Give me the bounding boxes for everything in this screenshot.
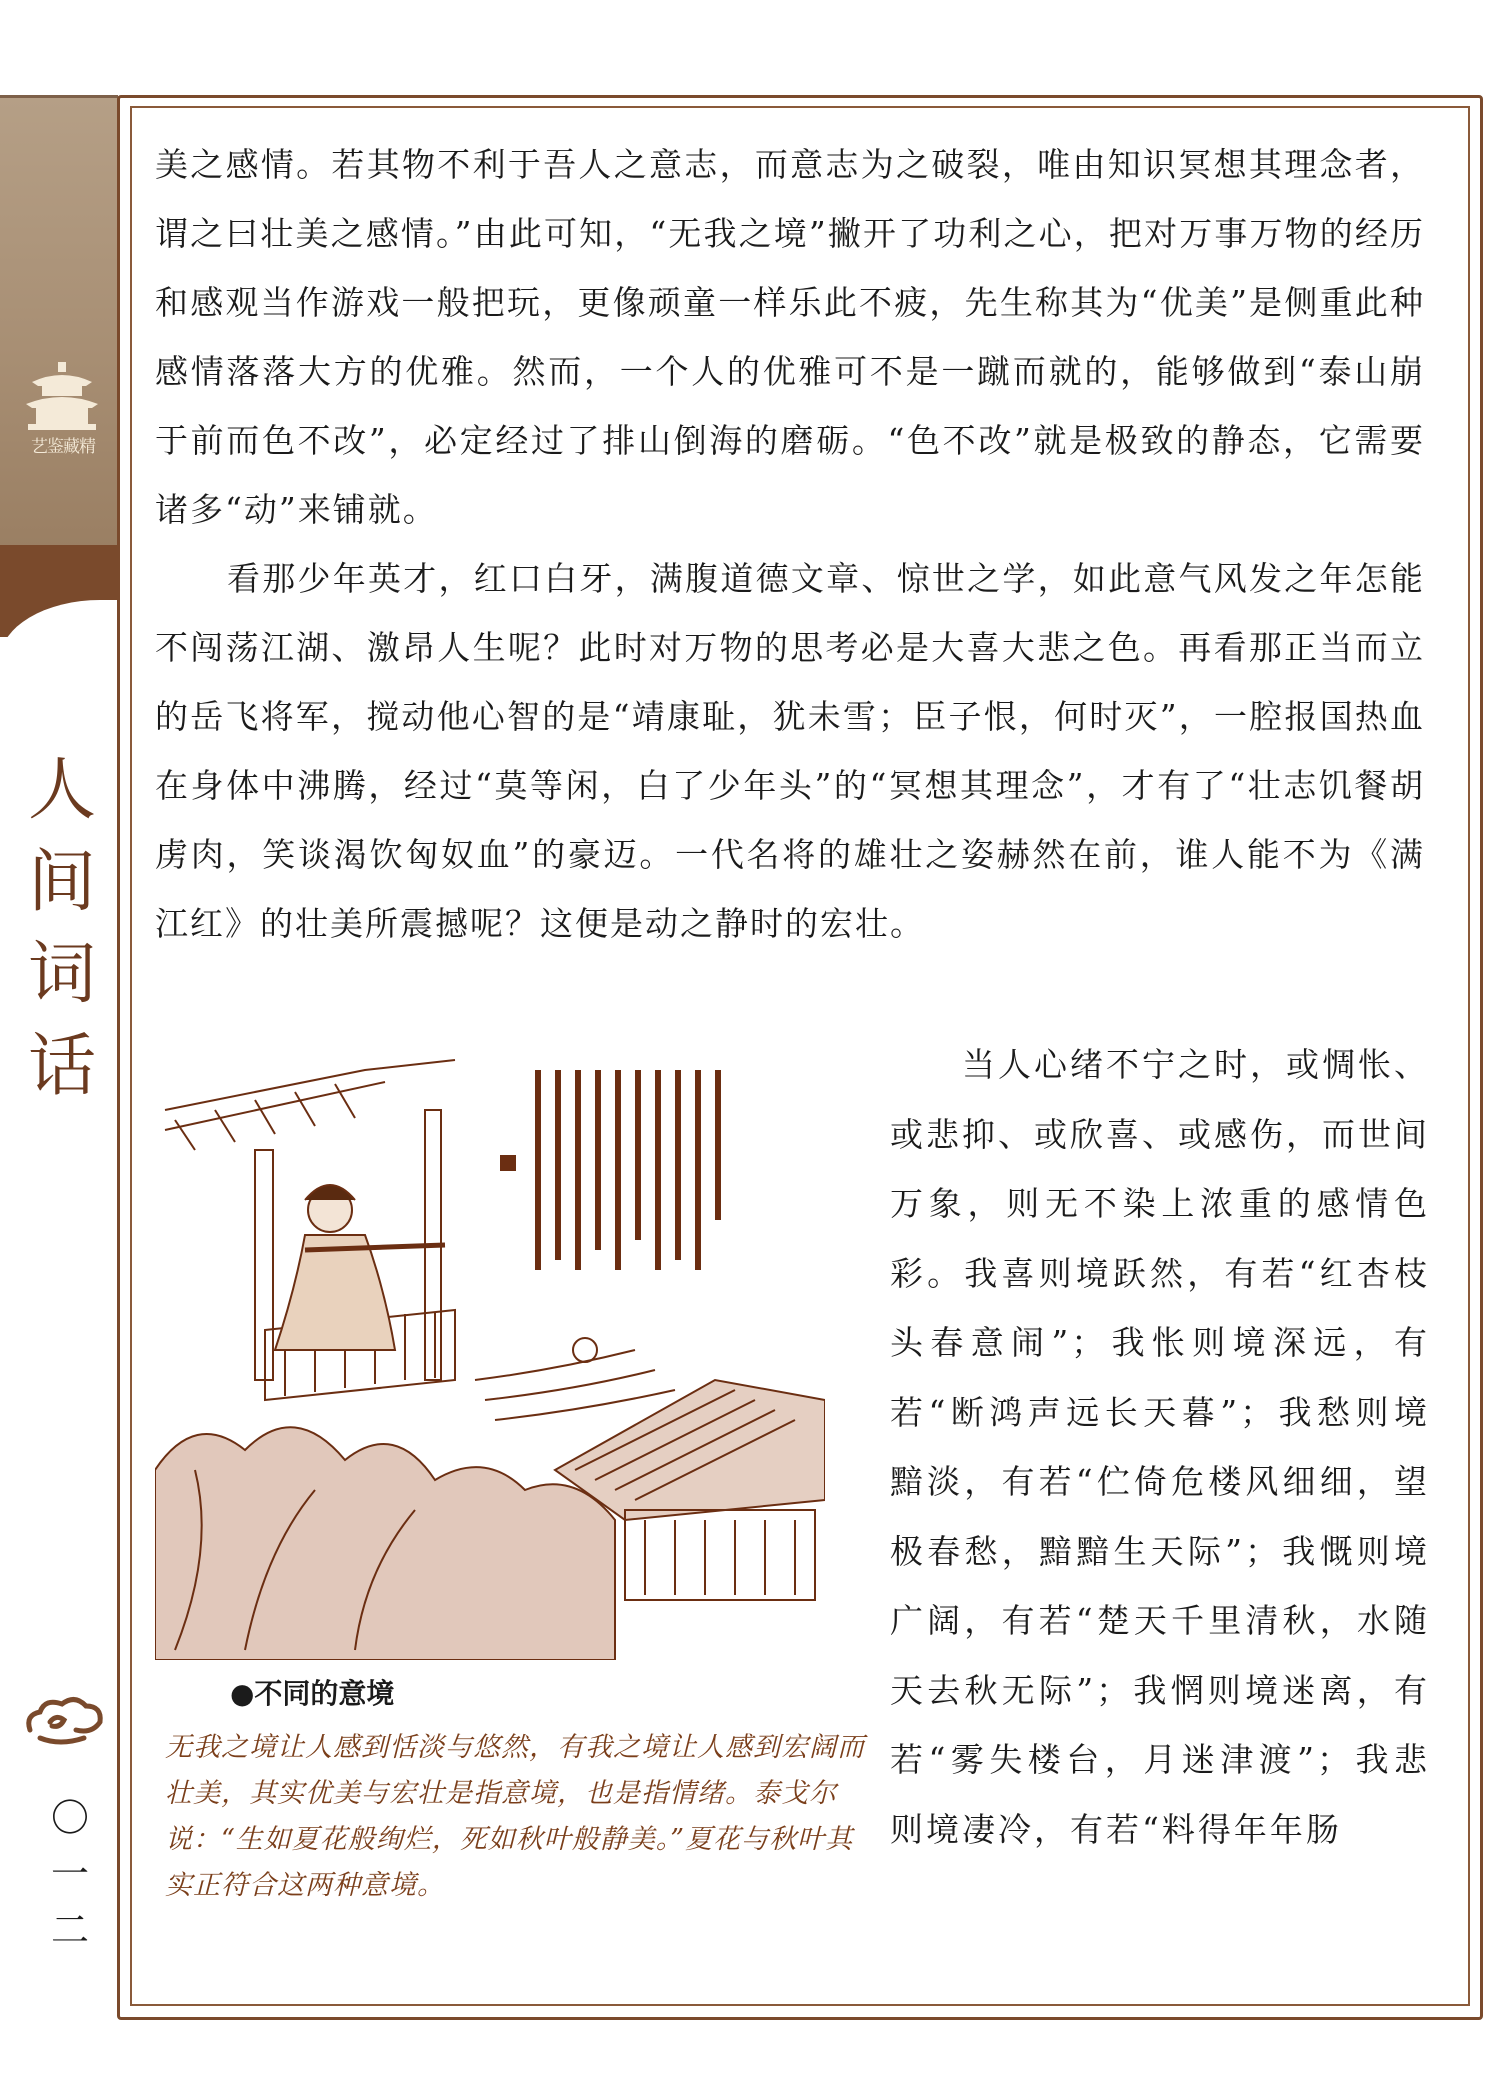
paragraph: 美之感情。若其物不利于吾人之意志，而意志为之破裂，唯由知识冥想其理念者，谓之曰壮美之感情。”由此可知，“无我之境”撇开了功利之心，把对万事万物的经历和感观当作游戏一般把玩，更像顽童一样乐此不疲，先生称其为“优美”是侧重此种感情落落大方的优雅。然而，一个人的优雅可不是一蹴而就的，能够做到“泰山崩于前而色不改”，必定经过了排山倒海的磨砺。“色不改”就是极致的静态，它需要诸多“动”来铺就。 <box>155 145 1425 529</box>
cloud-icon <box>20 1690 110 1750</box>
page-number-digit: 一 <box>50 1852 89 1896</box>
page-number-digit: 〇 <box>50 1796 89 1840</box>
book-title-char: 人 <box>27 751 96 830</box>
illustration <box>155 1050 825 1660</box>
paragraph: 看那少年英才，红口白牙，满腹道德文章、惊世之学，如此意气风发之年怎能不闯荡江湖、激昂人生呢？此时对万物的思考必是大喜大悲之色。再看那正当而立的岳飞将军，搅动他心智的是“靖康耻，犹未雪；臣子恨，何时灭”，一腔报国热血在身体中沸腾，经过“莫等闲，白了少年头”的“冥想其理念”，才有了“壮志饥餐胡虏肉，笑谈渴饮匈奴血”的豪迈。一代名将的雄壮之姿赫然在前，谁人能不为《满江红》的壮美所震撼呢？这便是动之静时的宏壮。 <box>155 559 1425 943</box>
main-text <box>155 130 1425 958</box>
figure-caption-body: 无我之境让人感到恬淡与悠然，有我之境让人感到宏阔而壮美，其实优美与宏壮是指意境，也是指情绪。泰戈尔说：“生如夏花般绚烂，死如秋叶般静美。”夏花与秋叶其实正符合这两种意境。 <box>165 1732 865 1901</box>
seal-text: 艺鉴藏精 <box>31 437 95 457</box>
sidebar-band <box>0 95 118 548</box>
figure-caption-title: ●不同的意境 <box>230 1677 395 1710</box>
book-title-char: 话 <box>27 1027 96 1106</box>
right-column-text: 当人心绪不宁之时，或惆怅、或悲抑、或欣喜、或感伤，而世间万象，则无不染上浓重的感情色彩。我喜则境跃然，有若“红杏枝头春意闹”；我怅则境深远，有若“断鸿声远长天暮”；我愁则境黯淡，有若“伫倚危楼风细细，望极春愁，黯黯生天际”；我慨则境广阔，有若“楚天千里清秋，水随天去秋无际”；我惘则境迷离，有若“雾失楼台，月迷津渡”；我悲则境凄冷，有若“料得年年肠 <box>890 1045 1430 1849</box>
lower-section <box>155 1030 1430 1970</box>
page-number-digit: 二 <box>50 1908 89 1952</box>
book-title <box>22 745 102 1113</box>
page-number <box>40 1790 100 1958</box>
book-title-char: 词 <box>27 935 96 1014</box>
book-title-char: 间 <box>27 843 96 922</box>
